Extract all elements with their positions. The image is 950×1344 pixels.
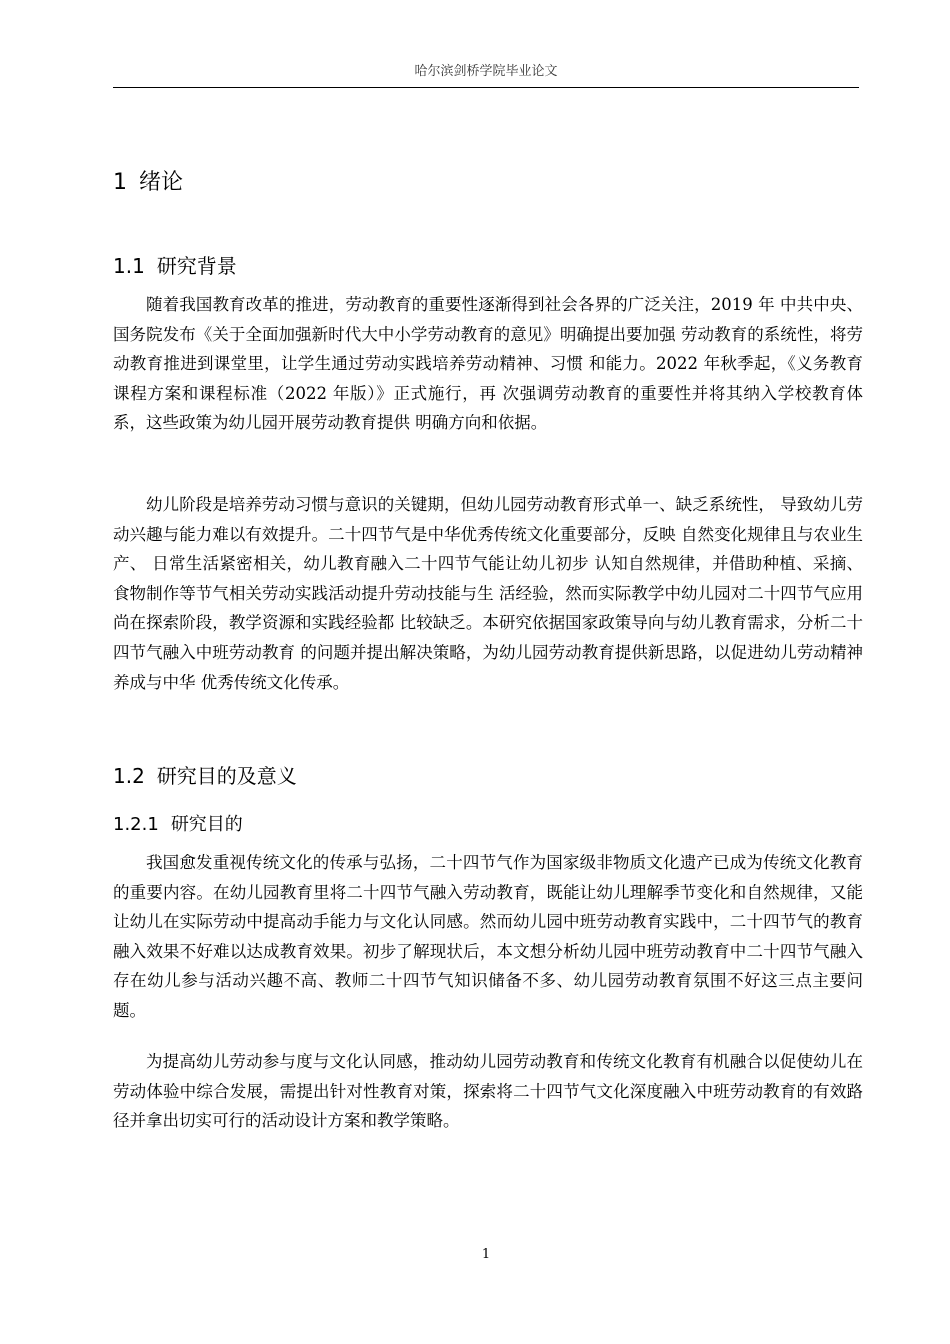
section-number: 1.1 xyxy=(113,254,145,278)
paragraph-purpose-2: 为提高幼儿劳动参与度与文化认同感，推动幼儿园劳动教育和传统文化教育有机融合以促使幼儿在劳动体验中综合发展，需提出针对性教育对策，探索将二十四节气文化深度融入中班劳动教育的有效路径并拿出切实可行的活动设计方案和教学策略。 xyxy=(113,1052,863,1131)
running-header: 哈尔滨剑桥学院毕业论文 xyxy=(414,64,558,79)
section-number: 1.2 xyxy=(113,764,145,788)
section-title: 研究目的及意义 xyxy=(156,764,297,788)
paragraph-background-1: 随着我国教育改革的推进，劳动教育的重要性逐渐得到社会各界的广泛关注，2019 年 中共中央、国务院发布《关于全面加强新时代大中小学劳动教育的意见》明确提出要加强 劳动教育的系统性，将劳动教育推进到课堂里，让学生通过劳动实践培养劳动精神、习惯 和能力。2022 年秋季起，《义务教育课程方案和课程标准（2022 年版）》正式施行，再 次强调劳动教育的重要性并将其纳入学校教育体系，这些政策为幼儿园开展劳动教育提供 明确方向和依据。 xyxy=(113,295,863,433)
subsection-title: 研究目的 xyxy=(170,814,243,835)
subsection-number: 1.2.1 xyxy=(113,814,159,835)
chapter-number: 1 xyxy=(113,170,127,195)
section-heading-1-1 xyxy=(113,250,237,279)
page-number: 1 xyxy=(481,1247,491,1262)
chapter-title: 绪论 xyxy=(139,170,184,195)
paragraph-background-2: 幼儿阶段是培养劳动习惯与意识的关键期，但幼儿园劳动教育形式单一、缺乏系统性， 导致幼儿劳动兴趣与能力难以有效提升。二十四节气是中华优秀传统文化重要部分，反映 自然变化规律且与农业生产、 日常生活紧密相关，幼儿教育融入二十四节气能让幼儿初步 认知自然规律，并借助种植、采摘、食物制作等节气相关劳动实践活动提升劳动技能与生 活经验，然而实际教学中幼儿园对二十四节气应用尚在探索阶段，教学资源和实践经验都 比较缺乏。本研究依据国家政策导向与幼儿教育需求，分析二十四节气融入中班劳动教育 的问题并提出解决策略，为幼儿园劳动教育提供新思路，以促进幼儿劳动精神养成与中华 优秀传统文化传承。 xyxy=(113,495,863,692)
subsection-heading-1-2-1 xyxy=(113,810,243,836)
section-heading-1-2 xyxy=(113,760,297,789)
chapter-heading xyxy=(113,165,183,196)
section-title: 研究背景 xyxy=(156,254,237,278)
paragraph-purpose-1: 我国愈发重视传统文化的传承与弘扬，二十四节气作为国家级非物质文化遗产已成为传统文化教育的重要内容。在幼儿园教育里将二十四节气融入劳动教育，既能让幼儿理解季节变化和自然规律，又能让幼儿在实际劳动中提高动手能力与文化认同感。然而幼儿园中班劳动教育实践中，二十四节气的教育融入效果不好难以达成教育效果。初步了解现状后，本文想分析幼儿园中班劳动教育中二十四节气融入存在幼儿参与活动兴趣不高、教师二十四节气知识储备不多、幼儿园劳动教育氛围不好这三点主要问题。 xyxy=(113,853,863,1020)
header-divider xyxy=(113,87,859,88)
